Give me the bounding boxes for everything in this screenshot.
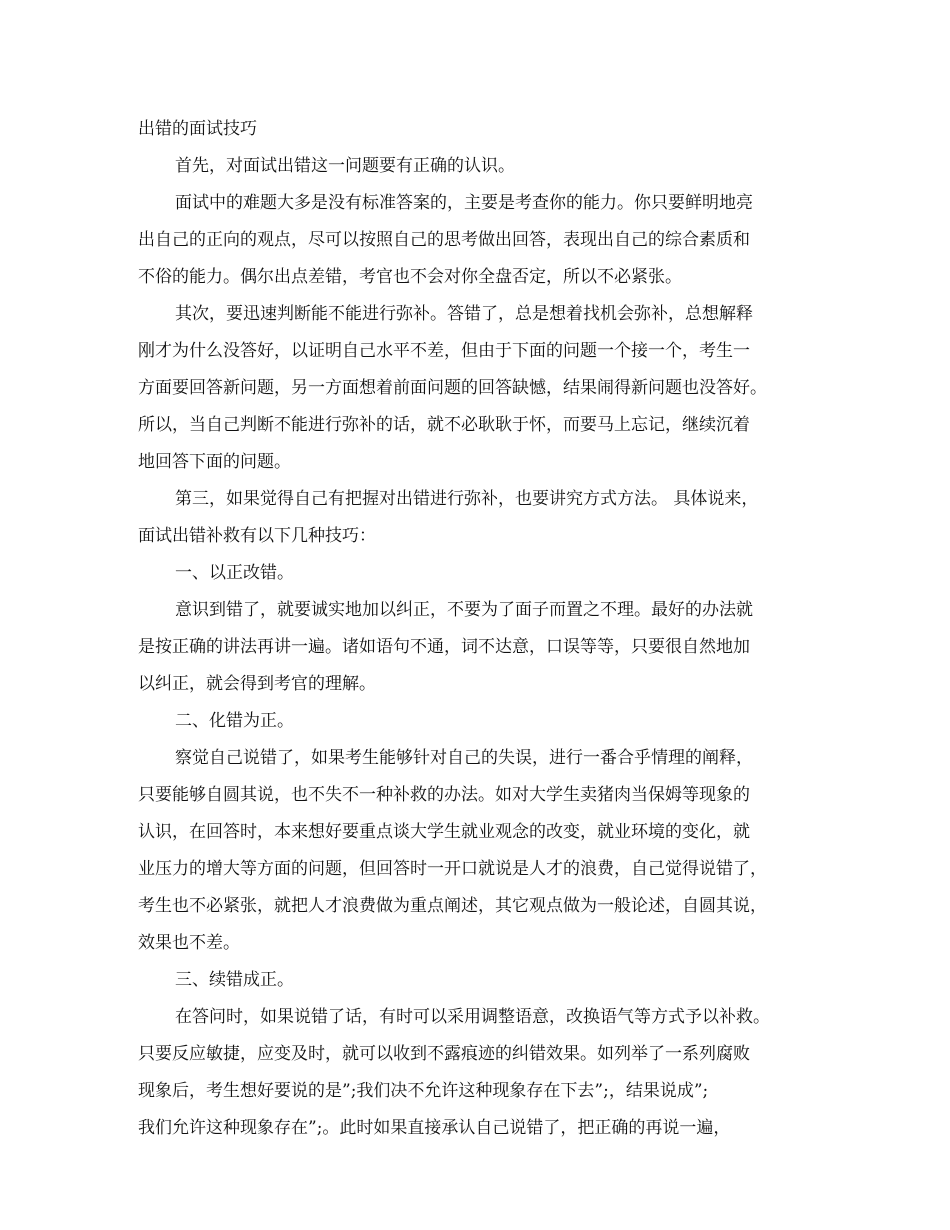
document-title: 出错的面试技巧	[138, 119, 257, 139]
text-line: 方面要回答新问题，另一方面想着前面问题的回答缺憾，结果闹得新问题也没答好。	[138, 378, 767, 398]
section-heading: 三、续错成正。	[175, 970, 294, 990]
text-line: 现象后，考生想好要说的是”;我们决不允许这种现象存在下去”;，结果说成”;	[138, 1081, 709, 1101]
text-line: 首先，对面试出错这一问题要有正确的认识。	[175, 156, 515, 176]
text-line: 只要能够自圆其说，也不失不一种补救的办法。如对大学生卖猪肉当保姆等现象的	[138, 785, 750, 805]
text-line: 业压力的增大等方面的问题，但回答时一开口就说是人才的浪费，自己觉得说错了，	[138, 859, 767, 879]
text-line: 其次，要迅速判断能不能进行弥补。答错了，总是想着找机会弥补，总想解释	[175, 304, 753, 324]
text-line: 所以，当自己判断不能进行弥补的话，就不必耿耿于怀，而要马上忘记，继续沉着	[138, 415, 750, 435]
text-line: 效果也不差。	[138, 933, 240, 953]
text-line: 第三，如果觉得自己有把握对出错进行弥补，也要讲究方式方法。 具体说来，	[175, 489, 759, 509]
text-line: 面试出错补救有以下几种技巧：	[138, 526, 376, 546]
text-line: 不俗的能力。偶尔出点差错，考官也不会对你全盘否定，所以不必紧张。	[138, 267, 682, 287]
text-line: 认识，在回答时，本来想好要重点谈大学生就业观念的改变，就业环境的变化，就	[138, 822, 750, 842]
text-line: 在答问时，如果说错了话，有时可以采用调整语意，改换语气等方式予以补救。	[175, 1007, 770, 1027]
section-heading: 二、化错为正。	[175, 711, 294, 731]
text-line: 我们允许这种现象存在”;。此时如果直接承认自己说错了，把正确的再说一遍，	[138, 1118, 731, 1138]
text-line: 以纠正，就会得到考官的理解。	[138, 674, 376, 694]
text-line: 是按正确的讲法再讲一遍。诸如语句不通，词不达意，口误等等，只要很自然地加	[138, 637, 750, 657]
text-line: 刚才为什么没答好，以证明自己水平不差，但由于下面的问题一个接一个，考生一	[138, 341, 750, 361]
text-line: 只要反应敏捷，应变及时，就可以收到不露痕迹的纠错效果。如列举了一系列腐败	[138, 1044, 750, 1064]
text-line: 面试中的难题大多是没有标准答案的，主要是考查你的能力。你只要鲜明地亮	[175, 193, 753, 213]
text-line: 察觉自己说错了，如果考生能够针对自己的失误，进行一番合乎情理的阐释，	[175, 748, 753, 768]
section-heading: 一、以正改错。	[175, 563, 294, 583]
text-line: 地回答下面的问题。	[138, 452, 291, 472]
text-line: 考生也不必紧张，就把人才浪费做为重点阐述，其它观点做为一般论述，自圆其说，	[138, 896, 767, 916]
text-line: 意识到错了，就要诚实地加以纠正，不要为了面子而置之不理。最好的办法就	[175, 600, 753, 620]
text-line: 出自己的正向的观点，尽可以按照自己的思考做出回答，表现出自己的综合素质和	[138, 230, 750, 250]
